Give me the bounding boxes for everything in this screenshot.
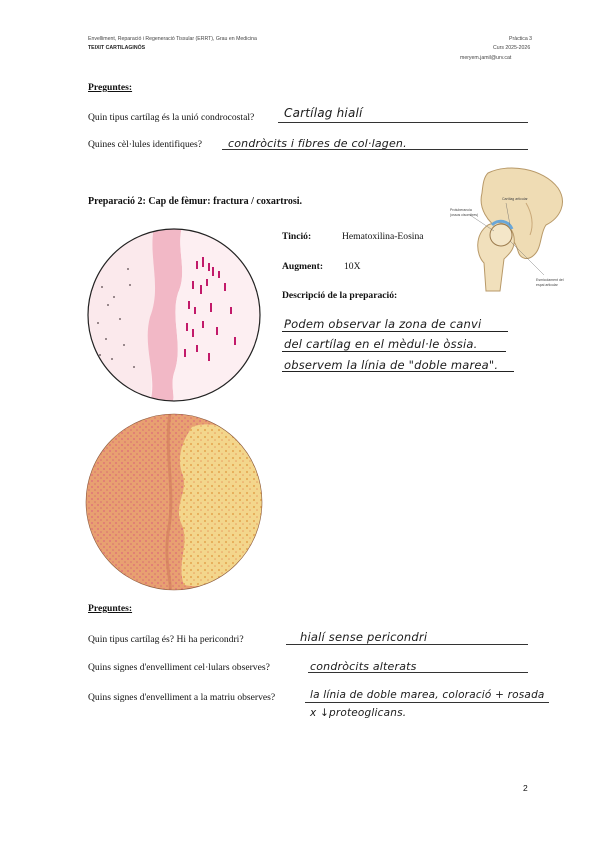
magnification-label: Augment:: [282, 261, 324, 272]
description-underline: [282, 371, 514, 372]
section1-question-2: Quines cèl·lules identifiques?: [88, 139, 203, 150]
section2-answer-1: hialí sense pericondri: [300, 630, 428, 644]
anatomy-label-left-2: (ossos cisomitres): [450, 213, 479, 217]
section1-answer-2: condròcits i fibres de col·lagen.: [228, 137, 407, 150]
answer-line: [305, 702, 549, 703]
description-line-2: del cartílag en el mèdul·le òssia.: [284, 337, 478, 351]
header-email: meryem.jamil@urv.cat: [460, 55, 512, 61]
section2-answer-3-line-1: la línia de doble marea, coloració + rosada: [310, 689, 545, 701]
section1-heading: Preguntes:: [88, 82, 133, 93]
micrograph-he-stain: [84, 413, 264, 591]
anatomy-label-left-1: Protuberancia: [450, 208, 472, 212]
description-underline: [282, 331, 508, 332]
stain-label: Tinció:: [282, 231, 312, 242]
femoral-head: [490, 224, 512, 246]
answer-line: [286, 644, 528, 645]
section1-answer-1: Cartílag hialí: [284, 106, 363, 120]
section2-question-1: Quin tipus cartílag és? Hi ha pericondri?: [88, 634, 244, 645]
description-underline: [282, 351, 506, 352]
anatomy-label-bottom-2: espai articular: [536, 283, 558, 287]
description-label: Descripció de la preparació:: [282, 290, 398, 301]
section2-question-2: Quins signes d'envelliment cel·lulars observes?: [88, 662, 270, 673]
section2-answer-2: condròcits alterats: [310, 660, 417, 673]
header-practice: Pràctica 3: [509, 36, 533, 42]
header-course: Envelliment, Reparació i Regeneració Tissular (ERRT), Grau en Medicina: [88, 36, 257, 42]
header-topic: TEIXIT CARTILAGINÓS: [88, 45, 146, 51]
header-year: Curs 2025-2026: [493, 45, 531, 51]
prep2-title: Preparació 2: Cap de fèmur: fractura / coxartrosi.: [88, 196, 303, 207]
section2-question-3: Quins signes d'envelliment a la matriu observes?: [88, 692, 276, 703]
hip-anatomy-illustration: [448, 163, 573, 293]
stain-value: Hematoxilina-Eosina: [342, 231, 424, 242]
description-line-3: observem la línia de "doble marea".: [284, 358, 499, 372]
magnification-value: 10X: [344, 261, 361, 272]
answer-line: [278, 122, 528, 123]
section2-heading: Preguntes:: [88, 603, 133, 614]
anatomy-label-bottom-1: Esmicolament del: [536, 278, 564, 282]
anatomy-label-top: Cartílag articular: [502, 197, 528, 201]
section2-answer-3-line-2: x ↓proteoglicans.: [310, 707, 407, 719]
section1-question-1: Quin tipus cartílag és la unió condrocostal?: [88, 112, 255, 123]
description-line-1: Podem observar la zona de canvi: [284, 317, 482, 331]
page-number: 2: [523, 783, 528, 793]
micrograph-cartilage-drawing: [84, 227, 264, 403]
